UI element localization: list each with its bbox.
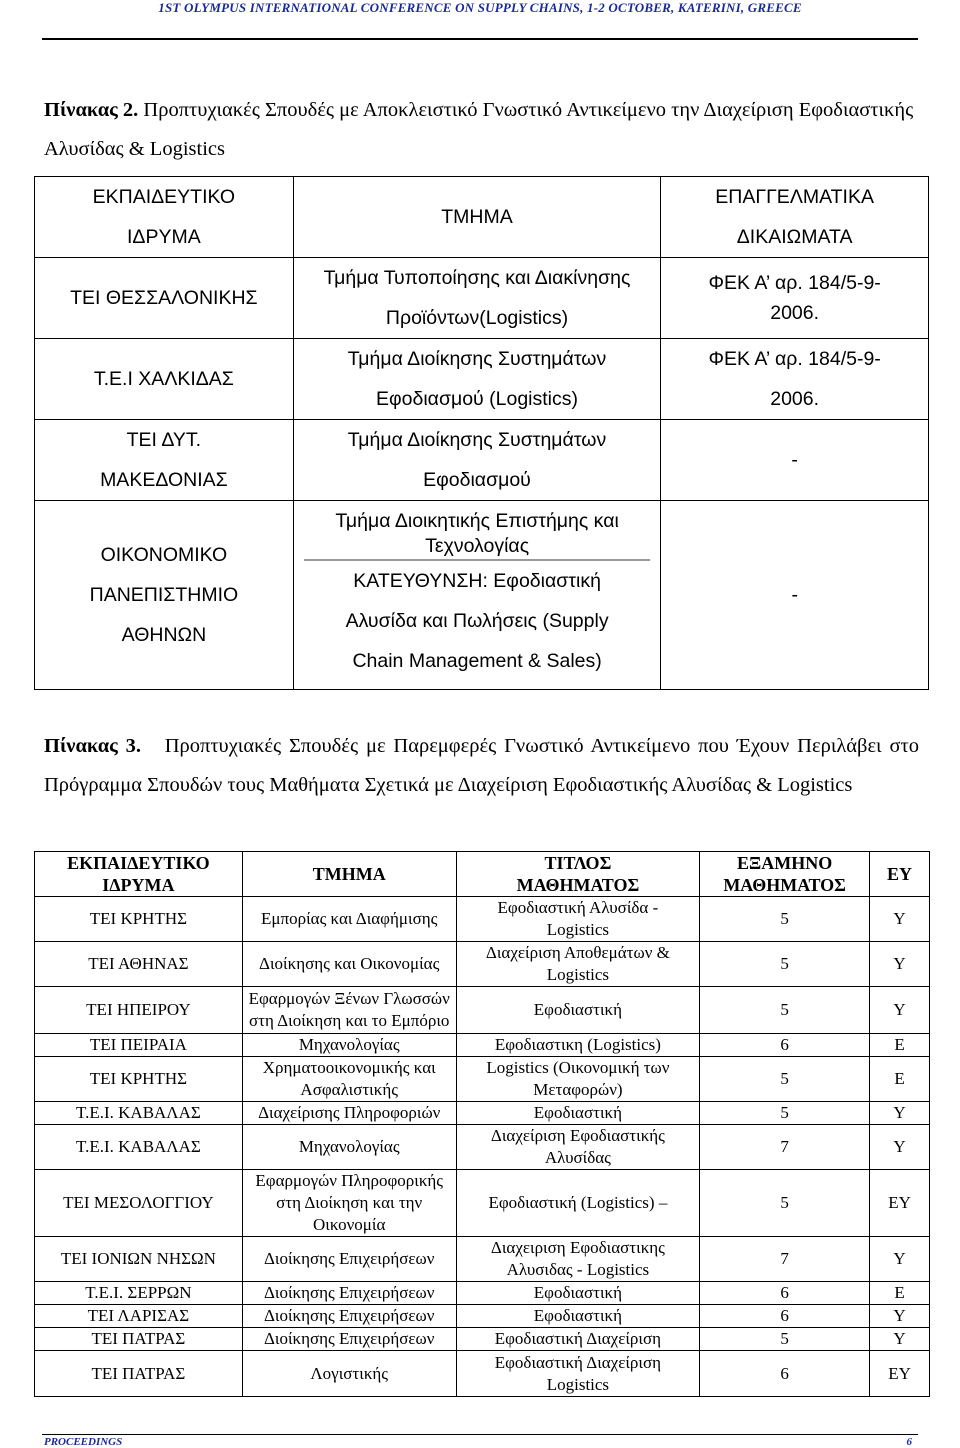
header-text: ΕΠΑΓΓΕΛΜΑΤΙΚΑ — [715, 186, 874, 208]
cell-line: Αλυσίδας — [544, 1148, 611, 1167]
department-cell — [293, 339, 661, 420]
page-number: 6 — [906, 1436, 912, 1448]
course-title-cell — [456, 1237, 700, 1282]
type-cell: Ε — [870, 1034, 930, 1057]
cell-line: Χρηματοοικονομικής και — [262, 1058, 436, 1077]
cell-line: ΜΑΚΕΔΟΝΙΑΣ — [100, 469, 228, 491]
table2 — [34, 176, 929, 501]
header-semester — [700, 852, 870, 897]
header-rule — [42, 38, 918, 40]
cell-line: Λογιστικής — [310, 1363, 389, 1383]
cell-line: Εφοδιαστικη (Logistics) — [494, 1035, 661, 1054]
semester-cell: 5 — [700, 942, 870, 987]
cell-line: ΤΕΙ ΚΡΗΤΗΣ — [89, 1069, 188, 1088]
table3-header-row — [35, 852, 930, 897]
cell-line: ΤΕΙ ΑΘΗΝΑΣ — [88, 954, 189, 973]
course-title-cell — [456, 1282, 700, 1305]
department-cell — [293, 501, 661, 690]
cell-line: ΜΑΘΗΜΑΤΟΣ — [723, 875, 846, 895]
cell-line: ΦΕΚ Α’ αρ. 184/5-9- — [708, 348, 881, 370]
cell-line: 2006. — [770, 302, 820, 324]
department-cell — [293, 420, 661, 501]
cell-line: Εφοδιασμού (Logistics) — [375, 388, 578, 410]
type-cell: Υ — [870, 1305, 930, 1328]
table-row — [35, 1328, 930, 1351]
department-cell — [242, 942, 456, 987]
type-cell: Υ — [870, 942, 930, 987]
cell-line: Εμπορίας και Διαφήμισης — [261, 909, 438, 928]
cell-line: Τ.Ε.Ι. ΣΕΡΡΩΝ — [85, 1283, 192, 1302]
table-row — [35, 501, 929, 690]
department-cell — [242, 1351, 456, 1397]
cell-line: ΤΕΙ ΜΕΣΟΛΟΓΓΙΟΥ — [63, 1193, 214, 1212]
header-text: ΙΔΡΥΜΑ — [127, 226, 201, 248]
cell-line: Εφοδιαστική Αλυσίδα - — [497, 898, 659, 917]
cell-line: Εφοδιασμού — [423, 469, 531, 491]
cell-line: Τ.Ε.Ι. ΚΑΒΑΛΑΣ — [75, 1137, 201, 1156]
institution-cell — [35, 1328, 243, 1351]
header-course-title — [456, 852, 700, 897]
department-cell — [293, 258, 661, 339]
cell-line: Διοίκησης Επιχειρήσεων — [263, 1283, 435, 1302]
cell-line: Τ.Ε.Ι. ΚΑΒΑΛΑΣ — [75, 1103, 201, 1122]
institution-cell — [35, 1102, 243, 1125]
cell-line: ΤΕΙ ΚΡΗΤΗΣ — [89, 909, 188, 928]
header-type — [870, 852, 930, 897]
semester-cell: 7 — [700, 1237, 870, 1282]
type-cell: Ε — [870, 1057, 930, 1102]
semester-cell: 5 — [700, 897, 870, 942]
footer-proceedings: PROCEEDINGS — [44, 1436, 123, 1448]
header-institution — [35, 852, 243, 897]
cell-line: Τεχνολογίας — [425, 535, 530, 557]
cell-line: Εφοδιαστική (Logistics) – — [488, 1193, 668, 1212]
table-row — [35, 1102, 930, 1125]
cell-line: Προϊόντων(Logistics) — [385, 307, 569, 329]
table3-caption — [44, 727, 919, 805]
table3 — [34, 851, 930, 1397]
footer — [44, 1436, 912, 1448]
cell-line: στη Διοίκηση και το Εμπόριο — [248, 1011, 450, 1030]
cell-line: Εφοδιαστική — [533, 1306, 622, 1325]
table-row — [35, 339, 929, 420]
semester-cell: 5 — [700, 1057, 870, 1102]
cell-line: Διοίκησης Επιχειρήσεων — [263, 1306, 435, 1325]
table2-caption-text: Προπτυχιακές Σπουδές με Αποκλειστικό Γνωστικό Αντικείμενο την Διαχείριση Εφοδιαστικής Αλυσίδας & Logistics — [44, 99, 914, 160]
table-row — [35, 420, 929, 501]
cell-line: Τμήμα Τυποποίησης και Διακίνησης — [323, 267, 631, 289]
course-title-cell — [456, 942, 700, 987]
cell-line: Διαχείριση Αποθεμάτων & — [485, 943, 670, 962]
cell-line: Οικονομία — [313, 1215, 386, 1234]
table3-caption-text: Προπτυχιακές Σπουδές με Παρεμφερές Γνωστικό Αντικείμενο που Έχουν Περιλάβει στο Πρόγραμμα Σπουδών τους Μαθήματα Σχετικά με Διαχείριση Εφοδιαστικής Αλυσίδας & Logistics — [44, 735, 919, 796]
table-row — [35, 942, 930, 987]
institution-cell — [35, 1034, 243, 1057]
type-cell: Ε — [870, 1282, 930, 1305]
type-cell: Υ — [870, 1328, 930, 1351]
course-title-cell — [456, 1125, 700, 1170]
cell-line: 2006. — [770, 388, 820, 410]
rights-cell: - — [661, 420, 929, 501]
type-cell: Υ — [870, 897, 930, 942]
cell-line: στη Διοίκηση και την — [276, 1193, 423, 1212]
cell-line: ΑΘΗΝΩΝ — [121, 624, 207, 646]
table3-caption-label: Πίνακας 3. — [44, 735, 142, 757]
cell-line: ΤΙΤΛΟΣ — [544, 853, 612, 873]
course-title-cell — [456, 987, 700, 1034]
rights-cell — [661, 339, 929, 420]
cell-line: ΤΕΙ ΠΕΙΡΑΙΑ — [89, 1035, 187, 1054]
course-title-cell — [456, 1034, 700, 1057]
semester-cell: 6 — [700, 1305, 870, 1328]
table-row — [35, 1237, 930, 1282]
cell-line: ΠΑΝΕΠΙΣΤΗΜΙΟ — [89, 584, 239, 606]
cell-line: Αλυσιδας - Logistics — [506, 1260, 650, 1279]
semester-cell: 7 — [700, 1125, 870, 1170]
institution-cell — [35, 1237, 243, 1282]
conference-header: 1ST OLYMPUS INTERNATIONAL CONFERENCE ON SUPPLY CHAINS, 1-2 OCTOBER, KATERINI, GREECE — [158, 0, 802, 15]
institution-cell: Τ.Ε.Ι ΧΑΛΚΙΔΑΣ — [35, 339, 294, 420]
cell-line: Εφοδιαστική — [533, 1283, 622, 1302]
cell-line: ΦΕΚ Α’ αρ. 184/5-9- — [708, 272, 881, 294]
course-title-cell — [456, 897, 700, 942]
type-cell: Υ — [870, 1237, 930, 1282]
rights-cell: - — [661, 501, 929, 690]
institution-cell: ΤΕΙ ΘΕΣΣΑΛΟΝΙΚΗΣ — [35, 258, 294, 339]
table-row — [35, 258, 929, 339]
cell-line: Διαχείριση Εφοδιαστικής — [490, 1126, 665, 1145]
cell-line: ΤΕΙ ΠΑΤΡΑΣ — [91, 1363, 186, 1383]
institution-cell — [35, 420, 294, 501]
table2-header-institution — [35, 177, 294, 258]
cell-line: Ασφαλιστικής — [300, 1080, 398, 1099]
course-title-cell — [456, 1305, 700, 1328]
footer-rule — [42, 1434, 918, 1435]
type-cell: Υ — [870, 987, 930, 1034]
table2-header-rights — [661, 177, 929, 258]
table2-header-row — [35, 177, 929, 258]
cell-line: Μηχανολογίας — [298, 1137, 400, 1156]
table-row — [35, 1282, 930, 1305]
cell-line: Εφοδιαστική — [533, 1103, 622, 1122]
institution-cell — [35, 987, 243, 1034]
department-cell — [242, 1102, 456, 1125]
cell-line: ΕΚΠΑΙΔΕΥΤΙΚΟ — [67, 853, 210, 873]
semester-cell: 5 — [700, 1170, 870, 1237]
semester-cell: 5 — [700, 987, 870, 1034]
semester-cell: 5 — [700, 1328, 870, 1351]
table-row — [35, 987, 930, 1034]
institution-cell — [35, 897, 243, 942]
cell-line: Εφαρμογών Ξένων Γλωσσών — [248, 989, 450, 1008]
department-cell — [242, 1125, 456, 1170]
type-cell: ΕΥ — [870, 1351, 930, 1397]
cell-line: Εφοδιαστική Διαχείριση — [494, 1329, 662, 1348]
institution-cell — [35, 1170, 243, 1237]
institution-cell — [35, 942, 243, 987]
cell-line: Τμήμα Διοίκησης Συστημάτων — [347, 348, 607, 370]
cell-line: Εφοδιαστική — [533, 1000, 622, 1019]
course-title-cell — [456, 1057, 700, 1102]
cell-line: ΙΔΡΥΜΑ — [102, 875, 175, 895]
type-cell: Υ — [870, 1102, 930, 1125]
cell-line: Διαχείρισης Πληροφοριών — [258, 1103, 441, 1122]
cell-line: ΤΕΙ ΗΠΕΙΡΟΥ — [86, 1000, 191, 1019]
cell-line: ΤΕΙ ΛΑΡΙΣΑΣ — [87, 1306, 190, 1325]
department-cell — [242, 1057, 456, 1102]
cell-line: ΕΥ — [887, 864, 913, 884]
cell-line: Logistics (Οικονομική των — [486, 1058, 670, 1077]
cell-line: Εφοδιαστική Διαχείριση — [494, 1352, 662, 1372]
course-title-cell — [456, 1102, 700, 1125]
cell-line: Διοίκησης και Οικονομίας — [259, 954, 440, 973]
department-cell — [242, 987, 456, 1034]
table-row — [35, 1125, 930, 1170]
cell-line: Τμήμα Διοίκησης Συστημάτων — [347, 429, 607, 451]
institution-cell — [35, 501, 294, 690]
course-title-cell — [456, 1328, 700, 1351]
department-cell — [242, 1282, 456, 1305]
course-title-cell — [456, 1170, 700, 1237]
cell-line: Μεταφορών) — [533, 1080, 623, 1099]
institution-cell — [35, 1125, 243, 1170]
department-cell — [242, 1328, 456, 1351]
table2-continuation — [34, 500, 929, 690]
semester-cell: 6 — [700, 1034, 870, 1057]
cell-line: ΤΕΙ ΠΑΤΡΑΣ — [91, 1329, 186, 1348]
header-text: ΕΚΠΑΙΔΕΥΤΙΚΟ — [92, 186, 236, 208]
table2-caption-label: Πίνακας 2. — [44, 99, 139, 121]
table-row — [35, 1351, 930, 1397]
cell-line: Διοίκησης Επιχειρήσεων — [263, 1249, 435, 1268]
institution-cell — [35, 1057, 243, 1102]
table-row — [35, 1034, 930, 1057]
department-cell — [242, 1237, 456, 1282]
table2-caption — [44, 91, 919, 169]
cell-line: Διαχειριση Εφοδιαστικης — [490, 1238, 665, 1257]
cell-line: ΜΑΘΗΜΑΤΟΣ — [516, 875, 640, 895]
type-cell: ΕΥ — [870, 1170, 930, 1237]
cell-line: ΚΑΤΕΥΘΥΝΣΗ: Εφοδιαστική — [353, 570, 601, 592]
department-cell — [242, 1305, 456, 1328]
semester-cell: 5 — [700, 1102, 870, 1125]
department-cell — [242, 1170, 456, 1237]
cell-line: Logistics — [546, 965, 610, 984]
header-department — [242, 852, 456, 897]
cell-line: ΤΕΙ ΔΥΤ. — [126, 429, 202, 451]
table-row — [35, 1057, 930, 1102]
table-row — [35, 1305, 930, 1328]
cell-line: ΟΙΚΟΝΟΜΙΚΟ — [100, 544, 228, 566]
institution-cell — [35, 1282, 243, 1305]
cell-line: ΤΕΙ ΙΟΝΙΩΝ ΝΗΣΩΝ — [60, 1249, 216, 1268]
rights-cell — [661, 258, 929, 339]
header-text: ΔΙΚΑΙΩΜΑΤΑ — [736, 226, 853, 248]
cell-line: Μηχανολογίας — [298, 1035, 400, 1054]
cell-line: Εφαρμογών Πληροφορικής — [255, 1171, 444, 1190]
semester-cell: 6 — [700, 1351, 870, 1397]
type-cell: Υ — [870, 1125, 930, 1170]
cell-line: Logistics — [546, 1374, 610, 1394]
cell-line: Αλυσίδα και Πωλήσεις (Supply — [345, 610, 609, 632]
department-cell — [242, 897, 456, 942]
cell-line: Logistics — [546, 920, 610, 939]
institution-cell — [35, 1305, 243, 1328]
institution-cell — [35, 1351, 243, 1397]
course-title-cell — [456, 1351, 700, 1397]
semester-cell: 6 — [700, 1282, 870, 1305]
table-row — [35, 1170, 930, 1237]
table2-header-department: ΤΜΗΜΑ — [293, 177, 661, 258]
cell-line: ΤΜΗΜΑ — [312, 864, 386, 884]
cell-line: Διοίκησης Επιχειρήσεων — [263, 1329, 435, 1348]
department-cell — [242, 1034, 456, 1057]
cell-line: ΕΞΑΜΗΝΟ — [737, 853, 833, 873]
cell-line: Τμήμα Διοικητικής Επιστήμης και — [335, 510, 619, 532]
table-row — [35, 897, 930, 942]
cell-line: Chain Management & Sales) — [352, 650, 602, 672]
